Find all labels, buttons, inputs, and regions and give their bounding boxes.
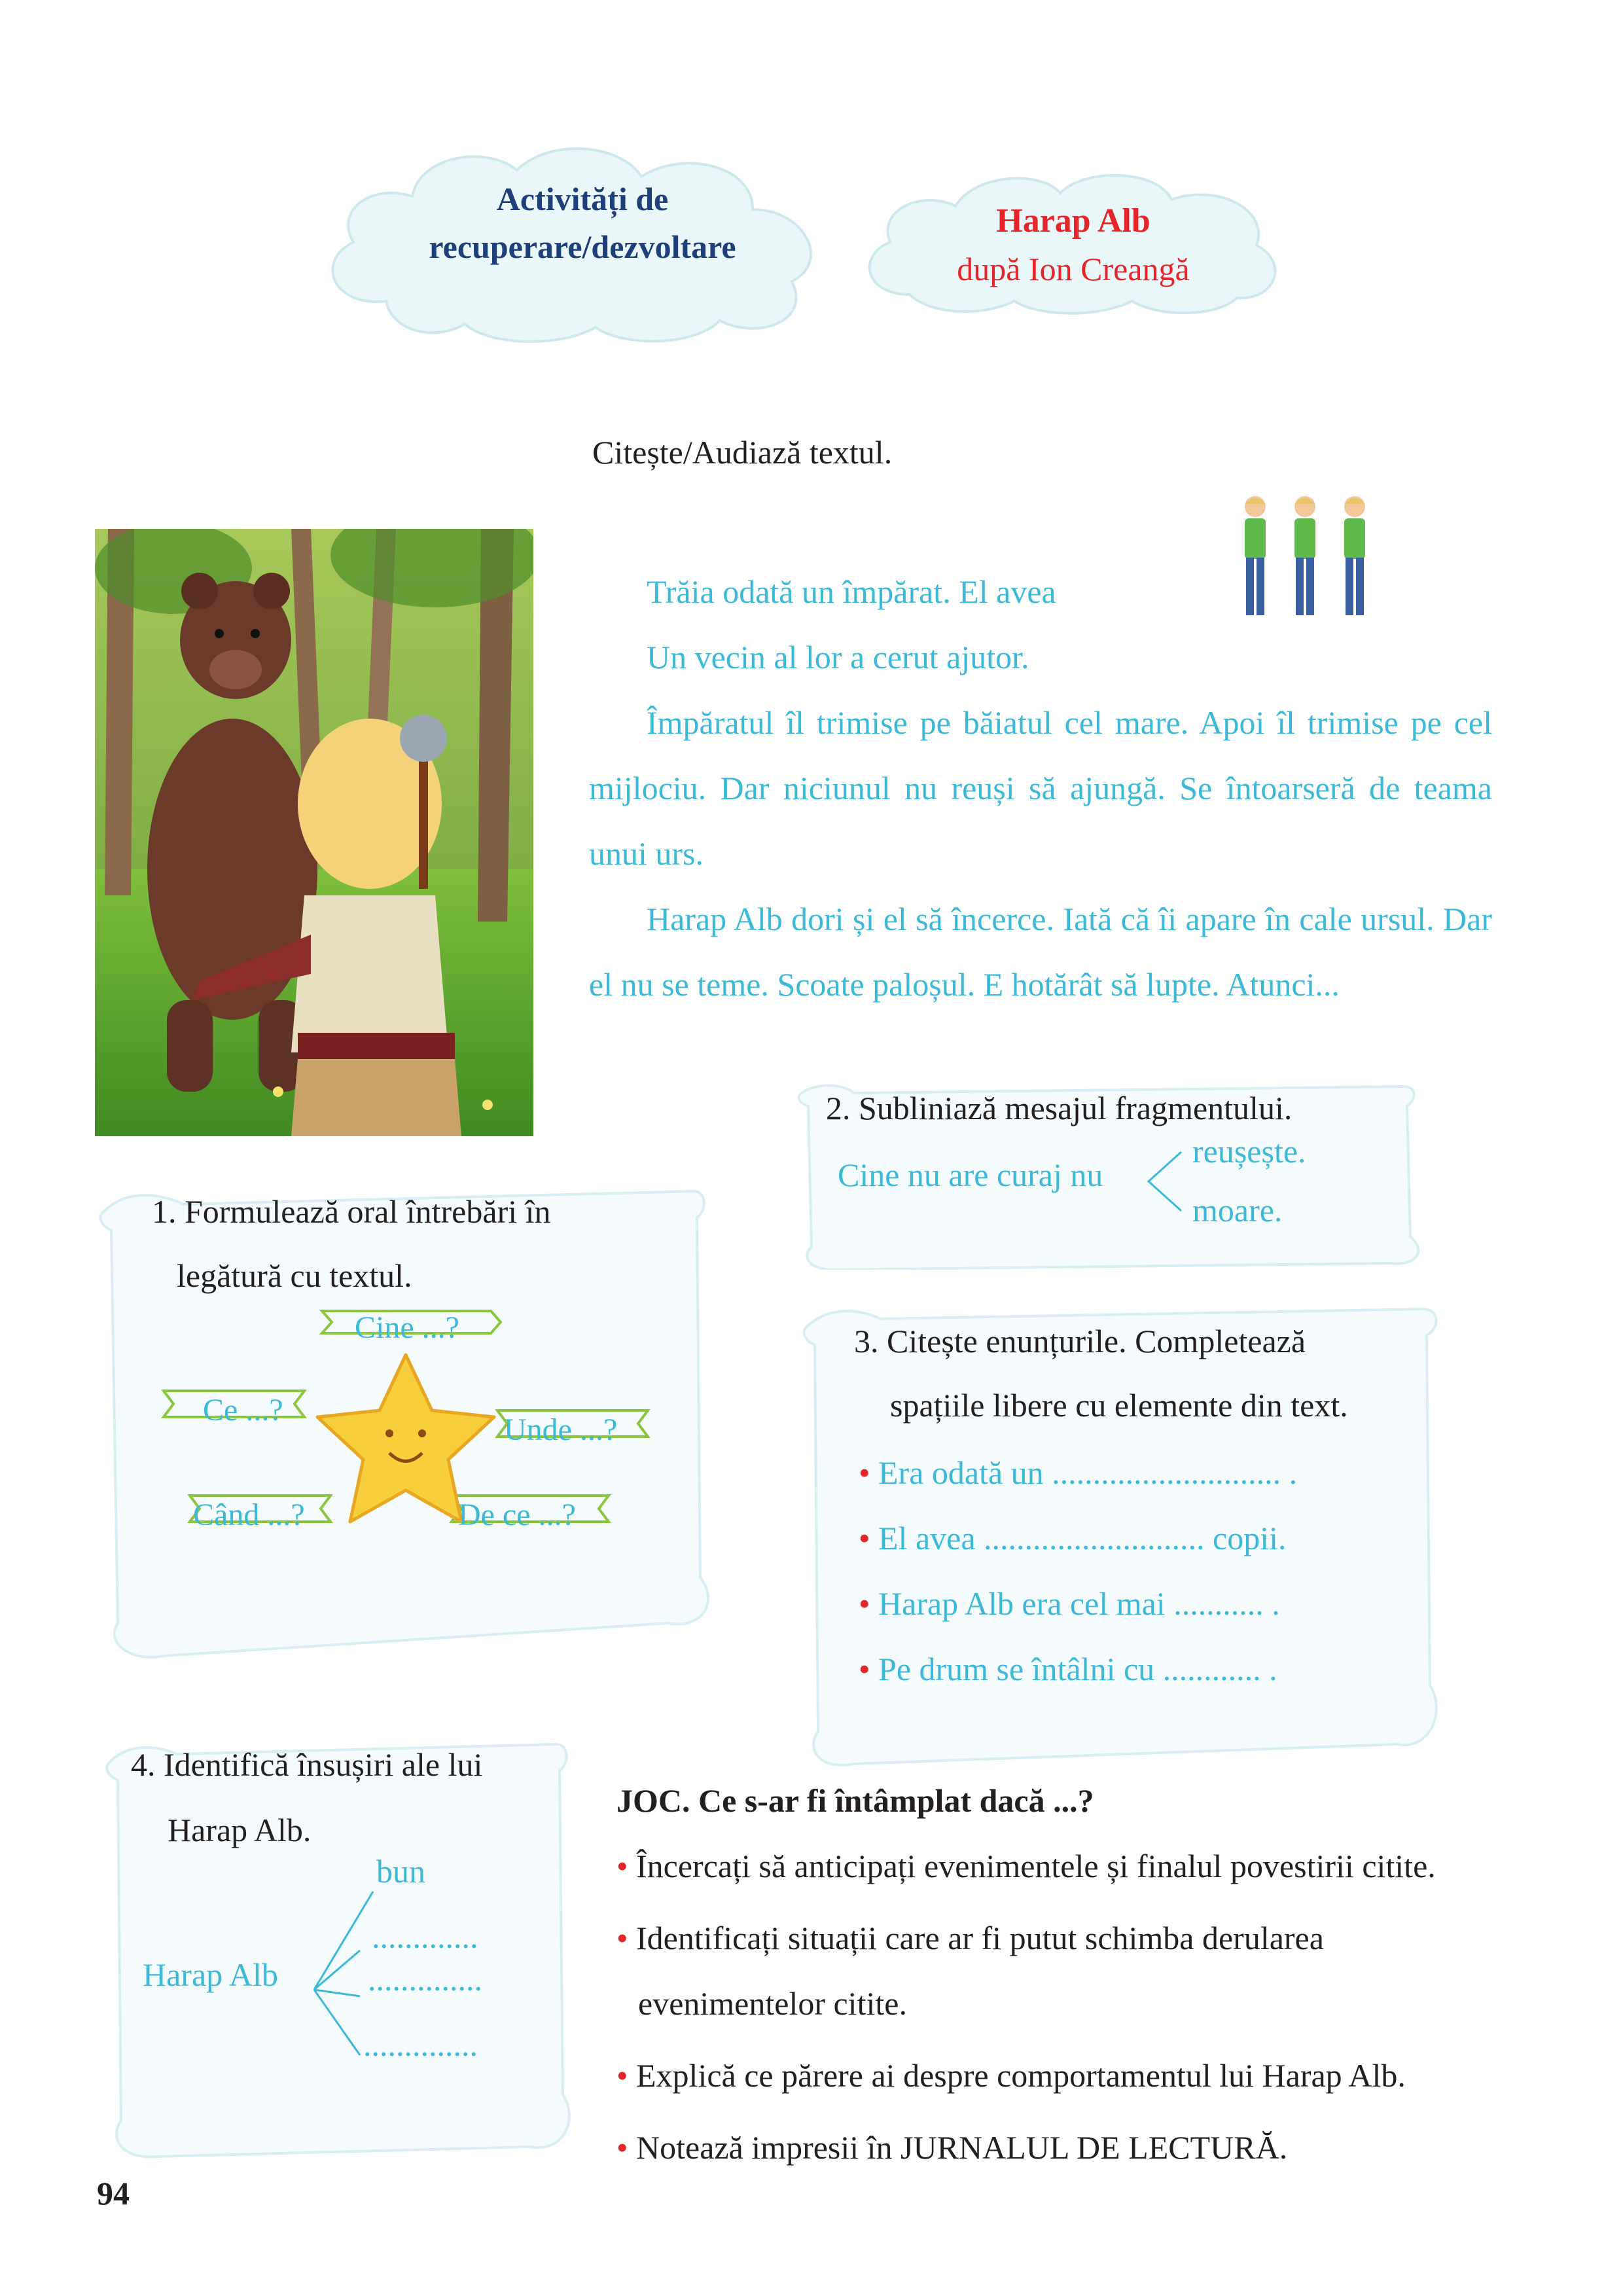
bear-illustration bbox=[95, 529, 533, 1136]
game-item: • Explică ce părere ai despre comportamentul lui Harap Alb. bbox=[616, 2057, 1406, 2094]
task4-trait: bun bbox=[376, 1853, 425, 1890]
task3-item: • El avea ........................... copii. bbox=[859, 1520, 1287, 1556]
story-author: după Ion Creangă bbox=[957, 251, 1190, 288]
story-p2: Un vecin al lor a cerut ajutor. bbox=[647, 639, 1029, 675]
task3-list bbox=[859, 1440, 1297, 1702]
task3-item: • Harap Alb era cel mai ........... . bbox=[859, 1585, 1280, 1622]
right-cloud-text bbox=[890, 196, 1257, 293]
task4-line1: 4. Identifică însușiri ale lui bbox=[131, 1746, 483, 1783]
game-item: • Încercați să anticipați evenimentele și finalul povestirii citite. bbox=[616, 1848, 1436, 1884]
question-when: Când ...? bbox=[193, 1498, 305, 1532]
task2-phrase: Cine nu are curaj nu bbox=[838, 1157, 1103, 1193]
game-item: • Notează impresii în JURNALUL DE LECTURĂ. bbox=[616, 2129, 1288, 2166]
task3-line1: 3. Citește enunțurile. Completează bbox=[854, 1323, 1306, 1359]
task2-option1: reușește. bbox=[1192, 1133, 1306, 1170]
story-p3: Împăratul îl trimise pe băiatul cel mare. Apoi îl trimise pe cel mijlociu. Dar niciunul nu reuși să ajungă. Se întoarseră de teama unui urs. bbox=[589, 704, 1492, 872]
task4-trait: .............. bbox=[363, 2026, 478, 2063]
choice-bracket bbox=[1142, 1145, 1188, 1217]
story-p4: Harap Alb dori și el să încerce. Iată că îi apare în cale ursul. Dar el nu se teme. Scoate paloșul. E hotărât să lupte. Atunci... bbox=[589, 901, 1492, 1003]
task1-line2: legătură cu textul. bbox=[177, 1257, 412, 1294]
task3-item: • Era odată un ............................ . bbox=[859, 1454, 1298, 1491]
game-title: JOC. Ce s-ar fi întâmplat dacă ...? bbox=[616, 1782, 1094, 1819]
story-title: Harap Alb bbox=[996, 202, 1150, 240]
task2-title: 2. Subliniază mesajul fragmentului. bbox=[826, 1090, 1293, 1126]
task2-option2: moare. bbox=[1192, 1192, 1283, 1229]
question-where: Unde ...? bbox=[504, 1412, 618, 1447]
task4-trait: .............. bbox=[368, 1961, 482, 1998]
game-item-continued: evenimentelor citite. bbox=[638, 1985, 907, 2022]
task1-line1: 1. Formulează oral întrebări în bbox=[152, 1193, 551, 1230]
read-instruction: Citește/Audiază textul. bbox=[592, 434, 893, 471]
left-cloud-line2: recuperare/dezvoltare bbox=[429, 228, 736, 265]
task3-line2: spațiile libere cu elemente din text. bbox=[890, 1387, 1348, 1424]
task4-trait: ............. bbox=[372, 1918, 478, 1955]
game-item: • Identificați situații care ar fi putut schimba derularea bbox=[616, 1920, 1324, 1956]
story-text bbox=[589, 559, 1492, 1017]
story-p1: Trăia odată un împărat. El avea bbox=[647, 573, 1056, 610]
page-number: 94 bbox=[97, 2175, 130, 2212]
task4-center: Harap Alb bbox=[143, 1956, 278, 1993]
question-what: Ce ...? bbox=[203, 1393, 283, 1427]
question-who: Cine ...? bbox=[355, 1310, 459, 1345]
task3-item: • Pe drum se întâlni cu ............ . bbox=[859, 1651, 1277, 1687]
left-cloud-title bbox=[366, 175, 798, 270]
left-cloud-line1: Activități de bbox=[496, 181, 669, 217]
task4-line2: Harap Alb. bbox=[168, 1812, 312, 1848]
question-why: De ce ...? bbox=[458, 1498, 576, 1532]
